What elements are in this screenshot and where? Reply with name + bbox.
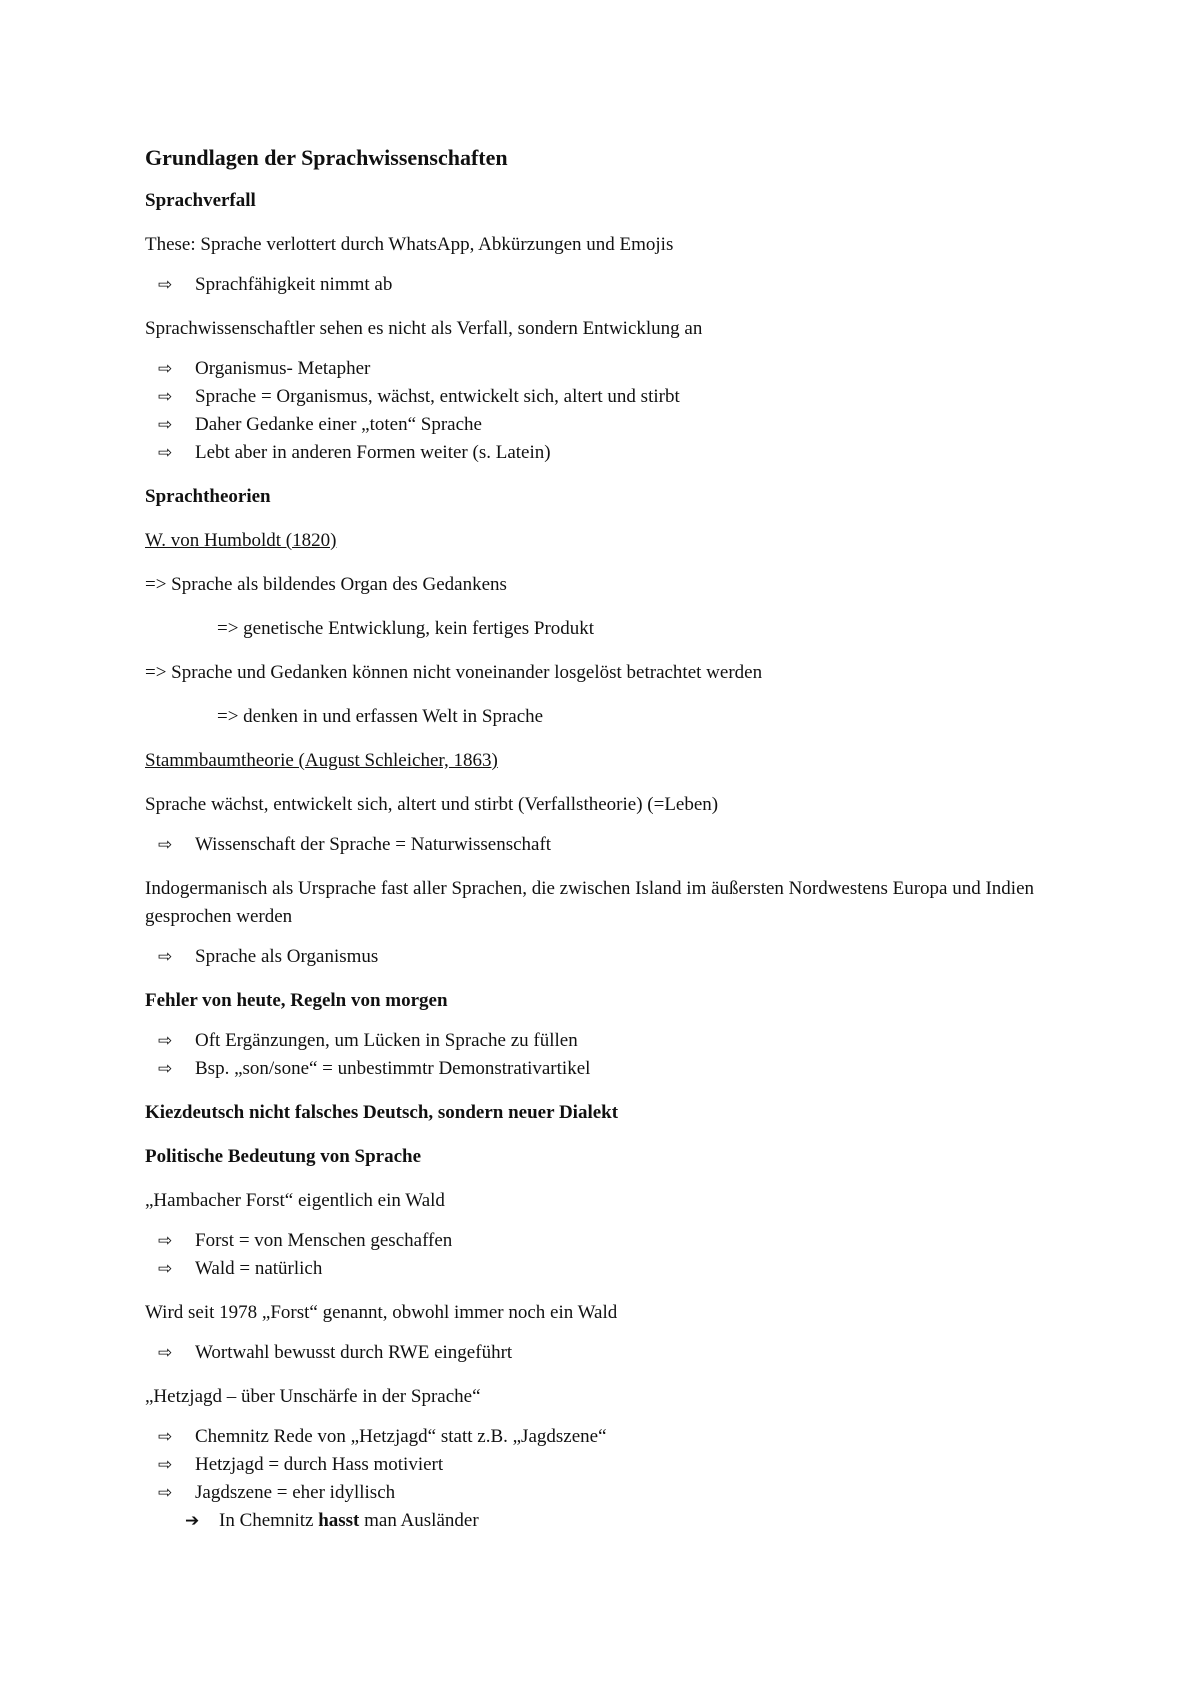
arrow-icon: ⇨	[158, 275, 173, 295]
paragraph-indogermanisch: Indogermanisch als Ursprache fast aller Sprachen, die zwischen Island im äußersten Nordwestens Europa und Indien gesprochen werden	[145, 878, 1035, 927]
subheading-stammbaumtheorie: Stammbaumtheorie (August Schleicher, 1863)	[145, 750, 498, 771]
paragraph-humboldt-3: => Sprache und Gedanken können nicht voneinander losgelöst betrachtet werden	[145, 662, 763, 683]
arrow-icon: ⇨	[158, 387, 173, 407]
arrow-icon: ⇨	[158, 835, 173, 855]
subheading-humboldt: W. von Humboldt (1820)	[145, 530, 337, 551]
bullet-list-8	[145, 1423, 1065, 1535]
list-item: ⇨ Hetzjagd = durch Hass motiviert	[145, 1451, 1065, 1479]
bullet-list-7	[145, 1339, 1065, 1367]
heading-sprachverfall: Sprachverfall	[145, 190, 256, 211]
list-item: ⇨ Sprachfähigkeit nimmt ab	[145, 271, 1065, 299]
heading-sprachtheorien: Sprachtheorien	[145, 486, 271, 507]
bullet-list-6	[145, 1227, 1065, 1283]
arrow-icon: ⇨	[158, 443, 173, 463]
list-item: ⇨ Bsp. „son/sone“ = unbestimmtr Demonstrativartikel	[145, 1055, 1065, 1083]
arrow-icon: ⇨	[158, 947, 173, 967]
list-item: ⇨ Forst = von Menschen geschaffen	[145, 1227, 1065, 1255]
list-item-sub: ➔ In Chemnitz hasst man Ausländer	[145, 1507, 1065, 1535]
paragraph-humboldt-1: => Sprache als bildendes Organ des Gedankens	[145, 574, 507, 595]
list-item: ⇨ Lebt aber in anderen Formen weiter (s. Latein)	[145, 439, 1065, 467]
list-item: ⇨ Wortwahl bewusst durch RWE eingeführt	[145, 1339, 1065, 1367]
arrow-icon: ⇨	[158, 1259, 173, 1279]
arrow-icon: ⇨	[158, 1343, 173, 1363]
paragraph-hambacher-forst: „Hambacher Forst“ eigentlich ein Wald	[145, 1190, 445, 1211]
list-item: ⇨ Daher Gedanke einer „toten“ Sprache	[145, 411, 1065, 439]
document-title: Grundlagen der Sprachwissenschaften	[145, 145, 508, 170]
bullet-list-5	[145, 1027, 1065, 1083]
list-item: ⇨ Jagdszene = eher idyllisch	[145, 1479, 1065, 1507]
paragraph-hetzjagd: „Hetzjagd – über Unschärfe in der Sprache“	[145, 1386, 481, 1407]
arrow-icon: ⇨	[158, 1483, 173, 1503]
list-item: ⇨ Oft Ergänzungen, um Lücken in Sprache zu füllen	[145, 1027, 1065, 1055]
document-page	[145, 143, 1065, 1551]
arrow-icon: ⇨	[158, 1059, 173, 1079]
paragraph-humboldt-2: => genetische Entwicklung, kein fertiges Produkt	[217, 618, 595, 639]
heading-fehler: Fehler von heute, Regeln von morgen	[145, 990, 448, 1011]
arrow-icon: ⇨	[158, 1427, 173, 1447]
bullet-list-4	[145, 943, 1065, 971]
paragraph-stammbaum-1: Sprache wächst, entwickelt sich, altert und stirbt (Verfallstheorie) (=Leben)	[145, 794, 719, 815]
bullet-list-2	[145, 355, 1065, 467]
bullet-list-3	[145, 831, 1065, 859]
list-item: ⇨ Chemnitz Rede von „Hetzjagd“ statt z.B. „Jagdszene“	[145, 1423, 1065, 1451]
heading-kiezdeutsch: Kiezdeutsch nicht falsches Deutsch, sondern neuer Dialekt	[145, 1102, 619, 1123]
arrow-right-icon: ➔	[185, 1511, 200, 1531]
list-item: ⇨ Sprache als Organismus	[145, 943, 1065, 971]
paragraph-these: These: Sprache verlottert durch WhatsApp, Abkürzungen und Emojis	[145, 234, 674, 255]
arrow-icon: ⇨	[158, 415, 173, 435]
paragraph-entwicklung: Sprachwissenschaftler sehen es nicht als Verfall, sondern Entwicklung an	[145, 318, 703, 339]
list-item: ⇨ Organismus- Metapher	[145, 355, 1065, 383]
arrow-icon: ⇨	[158, 1231, 173, 1251]
arrow-icon: ⇨	[158, 359, 173, 379]
paragraph-humboldt-4: => denken in und erfassen Welt in Sprache	[217, 706, 544, 727]
list-item: ⇨ Sprache = Organismus, wächst, entwickelt sich, altert und stirbt	[145, 383, 1065, 411]
arrow-icon: ⇨	[158, 1031, 173, 1051]
bullet-list-1	[145, 271, 1065, 299]
bold-hasst: hasst	[318, 1510, 360, 1531]
list-item: ⇨ Wald = natürlich	[145, 1255, 1065, 1283]
arrow-icon: ⇨	[158, 1455, 173, 1475]
heading-politische-bedeutung: Politische Bedeutung von Sprache	[145, 1146, 422, 1167]
list-item: ⇨ Wissenschaft der Sprache = Naturwissenschaft	[145, 831, 1065, 859]
paragraph-seit-1978: Wird seit 1978 „Forst“ genannt, obwohl immer noch ein Wald	[145, 1302, 618, 1323]
